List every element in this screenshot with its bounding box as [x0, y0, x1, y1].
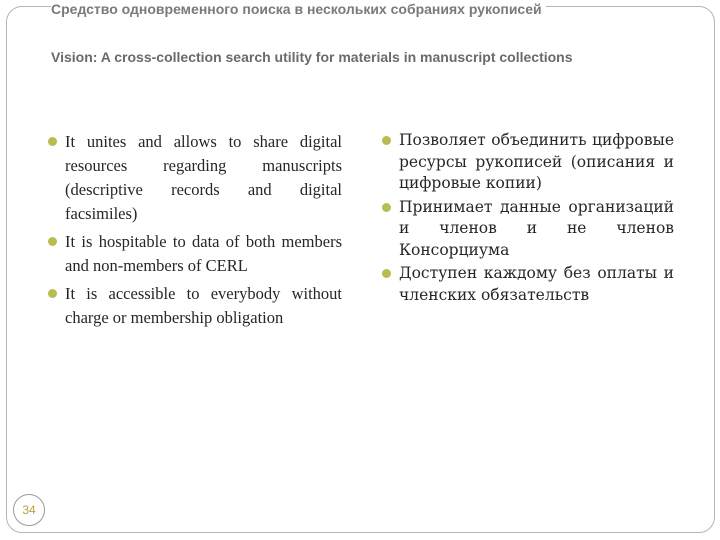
list-item-text: Доступен каждому без оплаты и членских обязательств	[399, 264, 674, 304]
english-bullet-list	[48, 130, 342, 334]
bullet-dot-icon	[48, 137, 57, 146]
list-item-text: It unites and allows to share digital resources regarding manuscripts (descriptive records and digital facsimiles)	[65, 132, 342, 223]
russian-bullet-list	[382, 130, 674, 308]
list-item	[48, 230, 342, 278]
slide-title-russian: Средство одновременного поиска в нескольких собраниях рукописей	[51, 1, 546, 17]
list-item-text: It is hospitable to data of both members and non-members of CERL	[65, 232, 342, 275]
list-item	[382, 130, 674, 195]
bullet-dot-icon	[382, 136, 391, 145]
bullet-dot-icon	[382, 203, 391, 212]
slide-title-english: Vision: A cross-collection search utility for materials in manuscript collections	[51, 49, 573, 65]
list-item	[382, 197, 674, 262]
list-item-text: Позволяет объединить цифровые ресурсы рукописей (описания и цифровые копии)	[399, 131, 674, 192]
list-item	[48, 282, 342, 330]
list-item	[382, 263, 674, 306]
page-number: 34	[22, 503, 36, 517]
list-item	[48, 130, 342, 226]
bullet-dot-icon	[382, 269, 391, 278]
bullet-dot-icon	[48, 237, 57, 246]
bullet-dot-icon	[48, 289, 57, 298]
list-item-text: It is accessible to everybody without charge or membership obligation	[65, 284, 342, 327]
list-item-text: Принимает данные организаций и членов и не членов Консорциума	[399, 197, 674, 259]
page-number-badge	[13, 494, 45, 526]
